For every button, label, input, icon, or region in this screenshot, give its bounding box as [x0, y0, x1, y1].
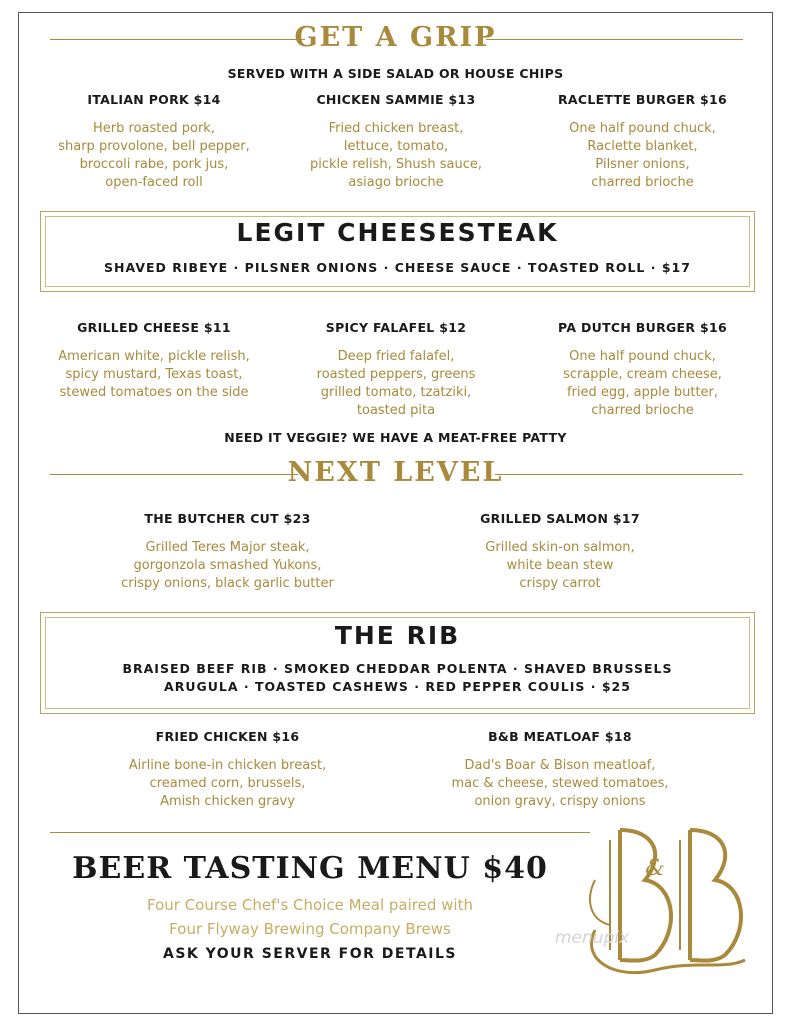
item-desc: Herb roasted pork, sharp provolone, bell pepper, broccoli rabe, pork jus, open-faced roll [58, 121, 250, 190]
item-desc: Grilled Teres Major steak, gorgonzola smashed Yukons, crispy onions, black garlic butter [121, 540, 334, 591]
menu-item-fried-chicken [95, 729, 360, 811]
item-desc: One half pound chuck, scrapple, cream cheese, fried egg, apple butter, charred brioche [563, 349, 722, 418]
item-desc: Dad's Boar & Bison meatloaf, mac & cheese, stewed tomatoes, onion gravy, crispy onions [451, 758, 669, 809]
item-name: FRIED CHICKEN $16 [155, 729, 300, 744]
menu-item-chicken-sammie [283, 92, 509, 192]
divider [50, 832, 590, 833]
item-desc: Deep fried falafel, roasted peppers, greens grilled tomato, tzatziki, toasted pita [316, 349, 476, 418]
section-title-get-a-grip: GET A GRIP [294, 22, 497, 53]
item-desc: One half pound chuck, Raclette blanket, Pilsner onions, charred brioche [569, 121, 716, 190]
item-name: PA DUTCH BURGER $16 [558, 320, 727, 335]
feature-box-the-rib [40, 612, 755, 714]
item-name: ITALIAN PORK $14 [87, 92, 221, 107]
item-desc: Airline bone-in chicken breast, creamed corn, brussels, Amish chicken gravy [128, 758, 327, 809]
feature-line-2: ARUGULA · TOASTED CASHEWS · RED PEPPER COULIS · $25 [164, 679, 631, 694]
section-title-next-level: NEXT LEVEL [287, 457, 504, 488]
feature-title: LEGIT CHEESESTEAK [236, 218, 559, 247]
item-name: RACLETTE BURGER $16 [557, 92, 728, 107]
menu-item-butcher-cut [90, 511, 365, 593]
menu-item-italian-pork [43, 92, 265, 192]
item-name: GRILLED CHEESE $11 [77, 320, 231, 335]
section-subtitle: SERVED WITH A SIDE SALAD OR HOUSE CHIPS [227, 66, 564, 81]
item-name: B&B MEATLOAF $18 [488, 729, 632, 744]
menu-item-grilled-salmon [440, 511, 680, 593]
feature-line-1: BRAISED BEEF RIB · SMOKED CHEDDAR POLENTA · SHAVED BRUSSELS [122, 661, 673, 676]
item-name: THE BUTCHER CUT $23 [144, 511, 311, 526]
menu-item-raclette-burger [530, 92, 755, 192]
item-name: SPICY FALAFEL $12 [325, 320, 467, 335]
item-name: CHICKEN SAMMIE $13 [316, 92, 476, 107]
menu-item-bb-meatloaf [425, 729, 695, 811]
feature-title: THE RIB [334, 621, 461, 650]
feature-line: SHAVED RIBEYE · PILSNER ONIONS · CHEESE SAUCE · TOASTED ROLL · $17 [104, 260, 691, 275]
beer-menu-desc: Four Course Chef's Choice Meal paired with Four Flyway Brewing Company Brews [147, 896, 473, 938]
beer-menu-title: BEER TASTING MENU $40 [72, 851, 548, 886]
menu-item-grilled-cheese [43, 320, 265, 402]
b-and-b-monogram-icon [575, 820, 765, 980]
item-desc: Fried chicken breast, lettuce, tomato, pickle relish, Shush sauce, asiago brioche [310, 121, 482, 190]
ask-server-note: ASK YOUR SERVER FOR DETAILS [163, 946, 457, 962]
menu-item-pa-dutch-burger [530, 320, 755, 420]
item-desc: Grilled skin-on salmon, white bean stew crispy carrot [485, 540, 635, 591]
item-name: GRILLED SALMON $17 [480, 511, 640, 526]
veggie-note: NEED IT VEGGIE? WE HAVE A MEAT-FREE PATTY [224, 430, 567, 445]
watermark: menupix [555, 928, 630, 948]
item-desc: American white, pickle relish, spicy mustard, Texas toast, stewed tomatoes on the side [58, 349, 250, 400]
svg-text:&: & [645, 856, 665, 881]
feature-box-cheesesteak [40, 211, 755, 292]
menu-item-spicy-falafel [283, 320, 509, 420]
